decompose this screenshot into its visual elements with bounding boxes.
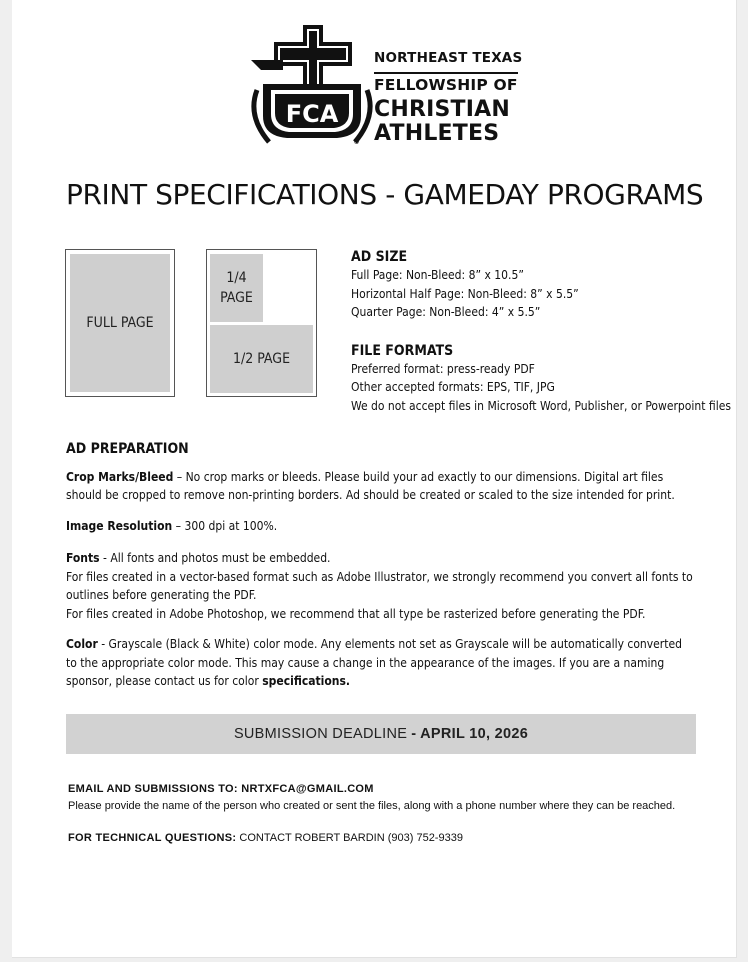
image-resolution-text: – 300 dpi at 100%.	[172, 518, 278, 533]
specs-column	[351, 248, 731, 415]
quarter-page-label-1: 1/4	[226, 269, 247, 286]
logo-wordmark	[374, 52, 522, 147]
fonts-line-2: For files created in a vector-based format such as Adobe Illustrator, we strongly recommend you convert all fonts to outlines before generating the PDF.	[66, 569, 693, 602]
crop-marks-text: – No crop marks or bleeds. Please build your ad exactly to our dimensions. Digital art files should be cropped to remove non-printing borders. Ad should be created or scaled to the size intended for print.	[66, 469, 675, 502]
full-page-diagram	[65, 249, 175, 397]
logo-line-3: CHRISTIAN	[374, 97, 510, 122]
image-resolution-label: Image Resolution	[66, 518, 173, 533]
document-page	[12, 0, 737, 958]
logo-rule	[374, 72, 518, 74]
file-format-item: Preferred format: press-ready PDF	[351, 361, 535, 376]
tech-label: FOR TECHNICAL QUESTIONS:	[68, 832, 237, 844]
fonts-label: Fonts	[66, 551, 100, 565]
submission-deadline-banner	[66, 714, 696, 754]
file-format-item: We do not accept files in Microsoft Word, Publisher, or Powerpoint files	[351, 398, 731, 413]
ad-preparation-section	[66, 440, 694, 703]
tech-contact-text: CONTACT ROBERT BARDIN (903) 752-9339	[236, 832, 463, 844]
svg-text:®: ®	[353, 138, 360, 146]
ad-size-heading: AD SIZE	[351, 249, 408, 265]
deadline-date: - APRIL 10, 2026	[411, 726, 529, 742]
technical-questions	[68, 832, 463, 844]
quarter-page-block	[210, 254, 263, 322]
ad-preparation-heading: AD PREPARATION	[66, 441, 189, 457]
color-text-end: specifications.	[262, 674, 351, 688]
fonts-line-3: For files created in Adobe Photoshop, we recommend that all type be rasterized before generating the PDF.	[66, 606, 646, 621]
full-page-label: FULL PAGE	[70, 254, 170, 392]
logo-line-4: ATHLETES	[374, 121, 500, 146]
image-resolution-paragraph	[66, 517, 694, 536]
fonts-text: - All fonts and photos must be embedded.	[99, 551, 331, 565]
email-submissions	[68, 781, 675, 815]
partial-page-diagram	[206, 249, 317, 397]
ad-size-item: Horizontal Half Page: Non-Bleed: 8” x 5.5”	[351, 286, 579, 301]
file-formats-heading: FILE FORMATS	[351, 342, 454, 359]
quarter-page-label-2: PAGE	[220, 290, 253, 306]
ad-size-item: Quarter Page: Non-Bleed: 4” x 5.5”	[351, 305, 541, 319]
color-text: - Grayscale (Black & White) color mode. Any elements not set as Grayscale will be automatically converted to the appropriate color mode. This may cause a change in the appearance of the images. If you are a naming sponsor, please contact us for color	[66, 637, 682, 688]
fonts-paragraph	[66, 549, 694, 623]
color-paragraph	[66, 635, 694, 691]
half-page-block: 1/2 PAGE	[210, 325, 313, 393]
email-label: EMAIL AND SUBMISSIONS TO: NRTXFCA@GMAIL.COM	[68, 783, 374, 795]
logo-line-2: FELLOWSHIP OF	[374, 75, 518, 94]
color-label: Color	[66, 637, 98, 651]
page-title: PRINT SPECIFICATIONS - GAMEDAY PROGRAMS	[66, 178, 704, 211]
crop-marks-label: Crop Marks/Bleed	[66, 469, 174, 484]
email-note: Please provide the name of the person who created or sent the files, along with a phone number where they can be reached.	[68, 800, 676, 812]
fca-mark-text: FCA	[285, 100, 339, 128]
crop-marks-paragraph	[66, 468, 694, 505]
file-format-item: Other accepted formats: EPS, TIF, JPG	[351, 380, 555, 394]
ad-size-item: Full Page: Non-Bleed: 8” x 10.5”	[351, 268, 524, 282]
logo-line-1: NORTHEAST TEXAS	[374, 50, 523, 66]
deadline-label: SUBMISSION DEADLINE	[233, 726, 408, 742]
